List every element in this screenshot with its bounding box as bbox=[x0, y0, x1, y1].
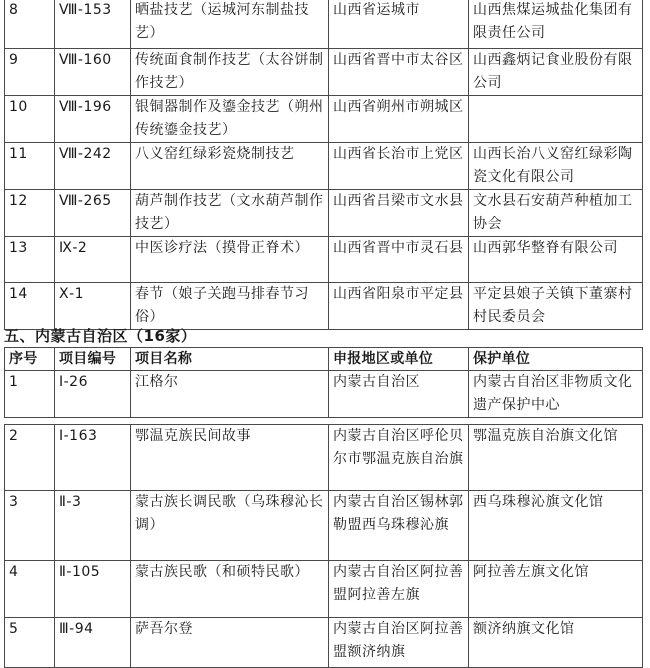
table-row bbox=[5, 0, 643, 49]
cell-no: 2 bbox=[5, 425, 55, 491]
cell-no: 5 bbox=[5, 618, 55, 668]
header-no: 序号 bbox=[5, 348, 55, 371]
cell-area: 山西省吕梁市文水县 bbox=[329, 190, 469, 237]
cell-area: 内蒙古自治区锡林郭勒盟西乌珠穆沁旗 bbox=[329, 491, 469, 561]
table-row bbox=[5, 283, 643, 330]
cell-no: 8 bbox=[5, 0, 55, 49]
cell-unit: 山西鑫炳记食业股份有限公司 bbox=[469, 49, 643, 96]
cell-code: Ⅷ-153 bbox=[55, 0, 131, 49]
cell-no: 14 bbox=[5, 283, 55, 330]
cell-unit: 山西郭华整脊有限公司 bbox=[469, 237, 643, 283]
cell-name: 春节（娘子关跑马排春节习俗） bbox=[131, 283, 329, 330]
cell-code: Ⅷ-196 bbox=[55, 96, 131, 143]
cell-name: 晒盐技艺（运城河东制盐技艺） bbox=[131, 0, 329, 49]
table-row bbox=[5, 561, 643, 618]
cell-unit: 鄂温克族自治旗文化馆 bbox=[469, 425, 643, 491]
cell-area: 山西省运城市 bbox=[329, 0, 469, 49]
cell-area: 山西省阳泉市平定县 bbox=[329, 283, 469, 330]
header-code: 项目编号 bbox=[55, 348, 131, 371]
cell-area: 山西省晋中市灵石县 bbox=[329, 237, 469, 283]
table-row bbox=[5, 618, 643, 668]
cell-unit: 文水县石安葫芦种植加工协会 bbox=[469, 190, 643, 237]
cell-code: Ⅷ-242 bbox=[55, 143, 131, 190]
cell-unit: 西乌珠穆沁旗文化馆 bbox=[469, 491, 643, 561]
cell-no: 3 bbox=[5, 491, 55, 561]
table-row bbox=[5, 491, 643, 561]
cell-name: 鄂温克族民间故事 bbox=[131, 425, 329, 491]
cell-no: 13 bbox=[5, 237, 55, 283]
table-row bbox=[5, 237, 643, 283]
cell-area: 内蒙古自治区阿拉善盟额济纳旗 bbox=[329, 618, 469, 668]
cell-unit: 山西焦煤运城盐化集团有限责任公司 bbox=[469, 0, 643, 49]
cell-area: 内蒙古自治区阿拉善盟阿拉善左旗 bbox=[329, 561, 469, 618]
cell-code: Ⅰ-26 bbox=[55, 371, 131, 418]
header-unit: 保护单位 bbox=[469, 348, 643, 371]
cell-unit: 额济纳旗文化馆 bbox=[469, 618, 643, 668]
inner-mongolia-table-header bbox=[4, 347, 643, 418]
cell-name: 葫芦制作技艺（文水葫芦制作技艺） bbox=[131, 190, 329, 237]
cell-code: Ⅸ-2 bbox=[55, 237, 131, 283]
cell-name: 蒙古族民歌（和硕特民歌） bbox=[131, 561, 329, 618]
cell-code: Ⅷ-265 bbox=[55, 190, 131, 237]
cell-name: 萨吾尔登 bbox=[131, 618, 329, 668]
cell-area: 山西省长治市上党区 bbox=[329, 143, 469, 190]
header-area: 申报地区或单位 bbox=[329, 348, 469, 371]
cell-unit: 内蒙古自治区非物质文化遗产保护中心 bbox=[469, 371, 643, 418]
cell-no: 11 bbox=[5, 143, 55, 190]
cell-name: 江格尔 bbox=[131, 371, 329, 418]
shanxi-table bbox=[4, 0, 643, 330]
inner-mongolia-table bbox=[4, 424, 643, 668]
table-row bbox=[5, 49, 643, 96]
cell-no: 10 bbox=[5, 96, 55, 143]
table-row bbox=[5, 425, 643, 491]
cell-unit bbox=[469, 96, 643, 143]
cell-unit: 平定县娘子关镇下董寨村村民委员会 bbox=[469, 283, 643, 330]
cell-unit: 阿拉善左旗文化馆 bbox=[469, 561, 643, 618]
cell-no: 1 bbox=[5, 371, 55, 418]
cell-code: Ⅹ-1 bbox=[55, 283, 131, 330]
cell-area: 内蒙古自治区呼伦贝尔市鄂温克族自治旗 bbox=[329, 425, 469, 491]
cell-code: Ⅰ-163 bbox=[55, 425, 131, 491]
cell-name: 银铜器制作及鎏金技艺（朔州传统鎏金技艺） bbox=[131, 96, 329, 143]
cell-name: 中医诊疗法（摸骨正脊术） bbox=[131, 237, 329, 283]
cell-unit: 山西长治八义窑红绿彩陶瓷文化有限公司 bbox=[469, 143, 643, 190]
cell-area: 山西省晋中市太谷区 bbox=[329, 49, 469, 96]
cell-name: 传统面食制作技艺（太谷饼制作技艺） bbox=[131, 49, 329, 96]
cell-area: 内蒙古自治区 bbox=[329, 371, 469, 418]
cell-no: 9 bbox=[5, 49, 55, 96]
cell-code: Ⅷ-160 bbox=[55, 49, 131, 96]
table-row bbox=[5, 371, 643, 418]
cell-code: Ⅱ-105 bbox=[55, 561, 131, 618]
cell-code: Ⅲ-94 bbox=[55, 618, 131, 668]
table-row bbox=[5, 190, 643, 237]
header-name: 项目名称 bbox=[131, 348, 329, 371]
cell-area: 山西省朔州市朔城区 bbox=[329, 96, 469, 143]
cell-code: Ⅱ-3 bbox=[55, 491, 131, 561]
table-row bbox=[5, 143, 643, 190]
table-header-row bbox=[5, 348, 643, 371]
section-title: 五、内蒙古自治区（16家） bbox=[4, 327, 197, 345]
cell-no: 4 bbox=[5, 561, 55, 618]
cell-no: 12 bbox=[5, 190, 55, 237]
cell-name: 八义窑红绿彩瓷烧制技艺 bbox=[131, 143, 329, 190]
table-row bbox=[5, 96, 643, 143]
cell-name: 蒙古族长调民歌（乌珠穆沁长调） bbox=[131, 491, 329, 561]
